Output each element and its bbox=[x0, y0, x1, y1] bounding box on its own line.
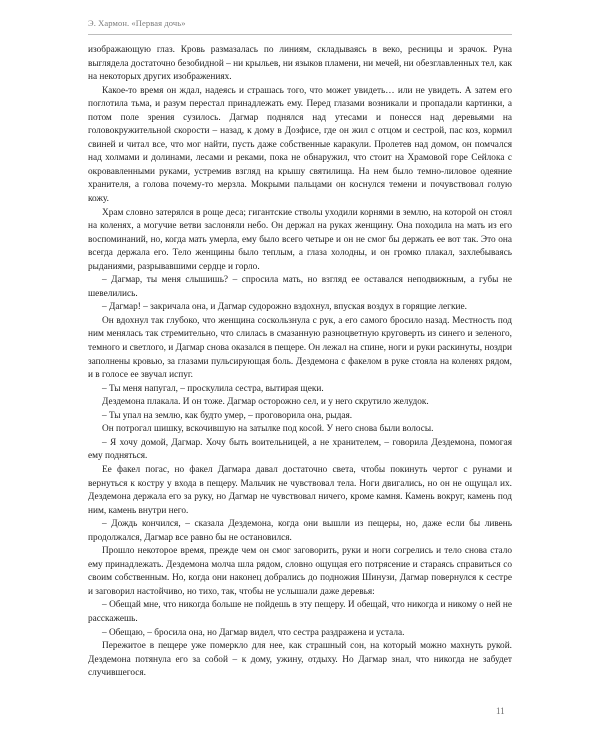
paragraph: – Ты меня напугал, – проскулила сестра, вытирая щеки. bbox=[102, 383, 324, 394]
paragraph: Пережитое в пещере уже померкло для нее, как страшный сон, на который можно махнуть рукой. Дездемона потянула его за собой – к дому, ужину, отдыху. Но Дагмар знал, что никогда не забудет случившегося. bbox=[88, 641, 512, 679]
paragraph: – Ты упал на землю, как будто умер, – проговорила она, рыдая. bbox=[102, 410, 353, 421]
paragraph: Прошло некоторое время, прежде чем он смог заговорить, руки и ноги согрелись и тело снова стало ему принадлежать. Дездемона молча шла рядом, словно ощущая его потрясение и стараясь справиться со своим собственным. Но, когда они наконец добрались до подножия Шинузи, Дагмар повернулся к сестре и заговорил настойчиво, но тихо, так, чтобы не услышали даже деревья: bbox=[88, 546, 512, 597]
paragraph: Дездемона плакала. И он тоже. Дагмар осторожно сел, и у него скрутило желудок. bbox=[102, 397, 429, 408]
running-header: Э. Хармон. «Первая дочь» bbox=[88, 18, 186, 28]
paragraph: Ее факел погас, но факел Дагмара давал достаточно света, чтобы покинуть чертог с рунами и вернуться к костру у входа в пещеру. Мальчик не чувствовал тела. Ноги двигались, но он не ощущал их. Дездемона держала его за руку, но Дагмар не чувствовал ничего, кроме камня. Камень вокруг, камень под ним, камень внутри него. bbox=[88, 464, 512, 516]
paragraph: Он вдохнул так глубоко, что женщина соскользнула с рук, а его самого бросило назад. Местность под ним менялась так стремительно, что слилась в смазанную разноцветную круговерть из синего и зеленого, темного и светлого, и Дагмар снова оказался в пещере. Он лежал на спине, ноги и руки раскинуты, ноздри заполнены кровью, за глазами пульсирующая боль. Дездемона с факелом в руке стояла на коленях рядом, и в голосе ее звучал испуг. bbox=[88, 315, 512, 381]
paragraph: – Дагмар! – закричала она, и Дагмар судорожно вздохнул, впуская воздух в горящие легкие. bbox=[102, 302, 467, 313]
paragraph: изображающую глаз. Кровь размазалась по линиям, складываясь в веко, ресницы и зрачок. Руна выглядела достаточно безобидной – ни крыльев, ни языков пламени, ни мечей, ни обезглавленных тел, как на некоторых других изображениях. bbox=[88, 45, 512, 83]
paragraph: Храм словно затерялся в роще деса; гигантские стволы уходили корнями в землю, на которой он стоял на коленях, а могучие ветви заслоняли небо. Он держал на руках женщину. Она походила на мать из его воспоминаний, но, когда мать умерла, ему было всего четыре и он не смог бы держать ее вот так. Это она всегда держала его. Тело женщины было теплым, а глаза холодны, и он громко плакал, захлебываясь рыданиями, разрывавшими сердце и горло. bbox=[88, 207, 512, 272]
header-divider bbox=[88, 34, 512, 35]
page-number: 11 bbox=[496, 706, 505, 716]
paragraph: – Дагмар, ты меня слышишь? – спросила мать, но взгляд ее оставался неподвижным, а губы не шевелились. bbox=[88, 275, 512, 299]
paragraph: Он потрогал шишку, вскочившую на затылке под косой. У него снова были волосы. bbox=[102, 424, 434, 435]
body-text bbox=[88, 44, 512, 681]
paragraph: – Я хочу домой, Дагмар. Хочу быть воительницей, а не хранителем, – говорила Дездемона, помогая ему подняться. bbox=[88, 437, 512, 462]
paragraph: – Обещай мне, что никогда больше не пойдешь в эту пещеру. И обещай, что никогда и никому о ней не расскажешь. bbox=[88, 600, 512, 624]
paragraph: Какое-то время он ждал, надеясь и страшась того, что может увидеть… или не увидеть. А затем его поглотила тьма, и разум перестал принадлежать ему. Перед глазами возникали и пропадали картинки, а потом поле зрения сузилось. Дагмар поднялся над утесами и понесся над деревьями на головокружительной скорости – назад, к дому в Дозфисе, где он жил с отцом и сестрой, пас коз, кормил свиней и читал все, что мог найти, пусть даже собственные каракули. Пролетев над домом, он помчался над холмами и долинами, лесами и реками, пока не обнаружил, что стоит на Храмовой горе Сейлока с окровавленными руками, устремив взгляд на крышу святилища. На нем было темно-лиловое одеяние хранителя, а голова почему-то мерзла. Мокрыми пальцами он коснулся темени и почувствовал голую кожу. bbox=[88, 85, 512, 205]
paragraph: – Обещаю, – бросила она, но Дагмар видел, что сестра раздражена и устала. bbox=[102, 627, 405, 638]
paragraph: – Дождь кончился, – сказала Дездемона, когда они вышли из пещеры, но, даже если бы ливень продолжался, Дагмар все равно бы не остановился. bbox=[88, 519, 512, 543]
